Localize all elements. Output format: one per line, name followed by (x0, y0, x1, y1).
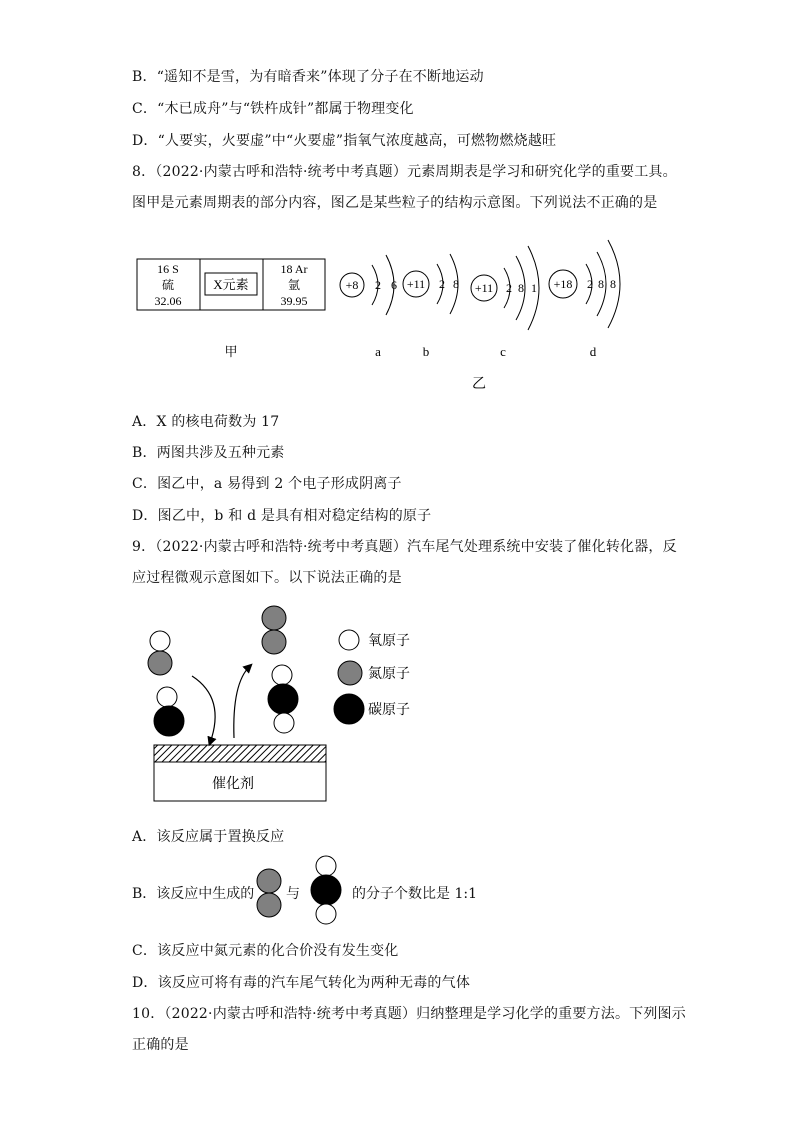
no-molecule-n-atom (148, 651, 172, 675)
q9-option-c: C．该反应中氮元素的化合价没有发生变化 (132, 943, 399, 959)
arrow-down (192, 676, 215, 743)
cell-ar-number-symbol: 18 Ar (280, 262, 308, 276)
q8-figure (0, 232, 794, 412)
n2-molecule-n-atom-2 (262, 630, 286, 654)
legend-oxygen-label: 氧原子 (368, 633, 410, 649)
co2-molecule-c-atom (268, 684, 298, 714)
cell-s-name: 硫 (161, 278, 175, 292)
catalyst-label: 催化剂 (212, 776, 254, 792)
q9-option-b-pre: B．该反应中生成的 (132, 886, 255, 902)
particle-a-diagram (340, 255, 397, 315)
particle-a-shell-1: 2 (375, 278, 381, 292)
co-molecule-o-atom (157, 687, 177, 707)
q9-option-d: D．该反应可将有毒的汽车尾气转化为两种无毒的气体 (132, 975, 471, 991)
q10-stem-line2: 正确的是 (132, 1037, 189, 1053)
particle-b-nucleus: +11 (406, 277, 426, 291)
legend-nitrogen-label: 氮原子 (368, 666, 410, 682)
q8-stem-line2: 图甲是元素周期表的部分内容，图乙是某些粒子的结构示意图。下列说法不正确的是 (132, 195, 658, 211)
co2-molecule-icon (308, 854, 344, 926)
figure-label-jia: 甲 (224, 344, 238, 359)
particle-c-shell-3: 1 (531, 281, 537, 295)
cell-ar-mass: 39.95 (280, 294, 308, 308)
q9-option-b-post: 的分子个数比是 1:1 (352, 886, 477, 902)
particle-b-shell-2: 8 (453, 277, 459, 291)
cell-x-element: X元素 (213, 277, 249, 292)
particle-d-shell-1: 2 (587, 277, 593, 291)
particle-b-shell-1: 2 (439, 277, 445, 291)
q10-stem-line1: 10．（2022·内蒙古呼和浩特·统考中考真题）归纳整理是学习化学的重要方法。下列图示 (132, 1006, 686, 1022)
q8-stem-line1: 8．（2022·内蒙古呼和浩特·统考中考真题）元素周期表是学习和研究化学的重要工具。 (132, 164, 677, 180)
particle-b-diagram (403, 254, 459, 314)
catalyst-surface (154, 745, 326, 762)
legend-carbon-label: 碳原子 (368, 702, 410, 718)
q7-option-b: B．“遥知不是雪，为有暗香来”体现了分子在不断地运动 (132, 69, 484, 85)
q9-stem-line1: 9．（2022·内蒙古呼和浩特·统考中考真题）汽车尾气处理系统中安装了催化转化器，反 (132, 539, 677, 555)
particle-c-diagram (471, 246, 539, 330)
q9-reaction-diagram (0, 598, 794, 818)
q9-option-a: A．该反应属于置换反应 (132, 829, 285, 845)
q9-option-b-mid: 与 (286, 886, 300, 902)
cell-s-number-symbol: 16 S (157, 262, 179, 276)
particle-c-shell-2: 8 (518, 281, 524, 295)
legend-nitrogen-icon (338, 661, 362, 685)
cell-s-mass: 32.06 (154, 294, 182, 308)
figure-label-yi: 乙 (472, 377, 486, 392)
n2-molecule-n-atom-1 (262, 606, 286, 630)
q8-option-c: C．图乙中，a 易得到 2 个电子形成阴离子 (132, 476, 402, 492)
particle-c-nucleus: +11 (474, 281, 494, 295)
q9-option-b (132, 858, 612, 928)
q9-stem-line2: 应过程微观示意图如下。以下说法正确的是 (132, 570, 402, 586)
particle-d-shell-3: 8 (610, 277, 616, 291)
arrow-up (234, 666, 250, 738)
particle-d-label: d (589, 344, 597, 359)
q7-option-c: C．“木已成舟”与“铁杵成针”都属于物理变化 (132, 101, 414, 117)
particle-d-shell-2: 8 (598, 277, 604, 291)
particle-b-label: b (422, 344, 430, 359)
legend-oxygen-icon (339, 630, 359, 650)
particle-c-shell-1: 2 (506, 281, 512, 295)
particle-a-shell-2: 6 (391, 278, 397, 292)
q7-option-d: D．“人要实，火要虚”中“火要虚”指氧气浓度越高，可燃物燃烧越旺 (132, 133, 557, 149)
cell-ar-name: 氩 (287, 278, 301, 292)
particle-d-nucleus: +18 (553, 277, 573, 291)
co2-molecule-o-atom-2 (274, 713, 294, 733)
q8-option-d: D．图乙中，b 和 d 是具有相对稳定结构的原子 (132, 508, 432, 524)
periodic-table-fragment (137, 259, 325, 310)
no-molecule-o-atom (150, 631, 170, 651)
particle-c-label: c (500, 344, 506, 359)
particle-d-diagram (549, 240, 620, 328)
particle-a-label: a (375, 344, 381, 359)
co-molecule-c-atom (154, 706, 184, 736)
particle-a-nucleus: +8 (345, 278, 359, 292)
q8-option-a: A．X 的核电荷数为 17 (132, 414, 280, 430)
co2-molecule-o-atom-1 (272, 665, 292, 685)
n2-molecule-icon (254, 864, 284, 924)
q8-option-b: B．两图共涉及五种元素 (132, 445, 285, 461)
legend-carbon-icon (334, 694, 364, 724)
